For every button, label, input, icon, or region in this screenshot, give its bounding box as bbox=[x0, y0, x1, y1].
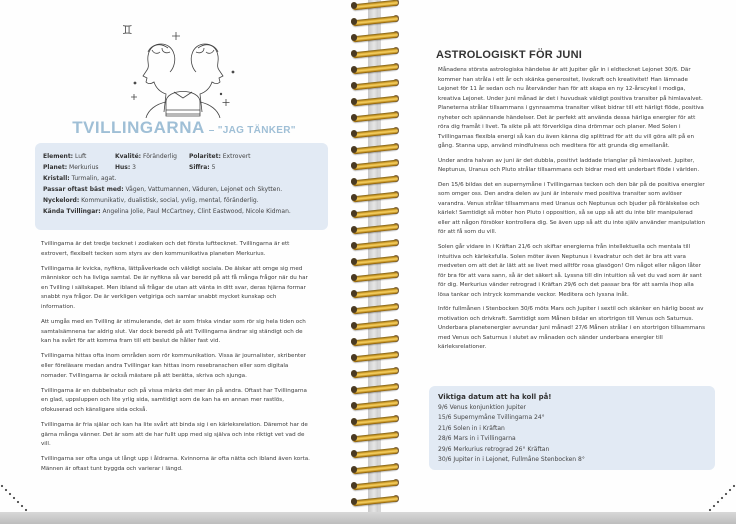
spiral-coil-icon bbox=[352, 162, 400, 170]
keywords-value: Kommunikativ, dualistisk, social, yvlig, mental, föränderlig. bbox=[79, 197, 259, 204]
spiral-coil-icon bbox=[352, 354, 400, 362]
spiral-coil-icon bbox=[352, 274, 400, 282]
date-item: 15/6 Supernymåne Tvillingarna 24° bbox=[438, 414, 545, 422]
sign-name: TVILLINGARNA bbox=[72, 118, 205, 137]
paragraph: Tvillingarna ser ofta unga ut långt upp i åldrarna. Kvinnorna är ofta nätta och ibland även korta. Männen är oftast tunt byggda och varierar i längd. bbox=[41, 456, 310, 472]
polarity-label: Polaritet: bbox=[189, 153, 221, 160]
facts-row bbox=[43, 173, 320, 184]
spiral-coil-icon bbox=[352, 466, 400, 474]
paragraph: Att umgås med en Tvilling är stimulerande, det är som friska vindar som rör sig hela tiden och samtalsämnena tar aldrig slut. Var dock beredd på att Tvillingarna ändrar sig ständigt och de kan ha svårt för att komma fram till ett beslut de håller fast vid. bbox=[41, 319, 306, 345]
paragraph: Under andra halvan av juni är det dubbla, positivt laddade trianglar på himlavalvet. Jupiter, Neptunus, Uranus och Pluto strålar tillsammans och bidrar med ett underbart flöde i världen. bbox=[438, 157, 700, 174]
spiral-coil-icon bbox=[352, 18, 400, 26]
sign-title bbox=[0, 118, 368, 138]
house-value: 3 bbox=[130, 164, 136, 171]
month-forecast bbox=[438, 66, 706, 358]
spiral-coil-icon bbox=[352, 418, 400, 426]
spiral-coil-icon bbox=[352, 498, 400, 506]
facts-row bbox=[43, 162, 320, 173]
spiral-coil-icon bbox=[352, 98, 400, 106]
sign-motto: – "JAG TÄNKER" bbox=[208, 125, 296, 136]
star-icon bbox=[223, 99, 230, 106]
spiral-coil-icon bbox=[352, 338, 400, 346]
spiral-coil-icon bbox=[352, 290, 400, 298]
house-label: Hus: bbox=[115, 164, 131, 171]
spiral-coil-icon bbox=[352, 66, 400, 74]
spiral-coil-icon bbox=[352, 450, 400, 458]
number-label: Siffra: bbox=[189, 164, 210, 171]
date-item: 21/6 Solen in i Kräftan bbox=[438, 424, 505, 432]
paragraph: Solen går vidare in i Kräftan 21/6 och skiftar energierna från intellektuella och mentala till intuitiva och kärleksfulla. Solen möter även Neptunus i kvadratur och det är bra att vara medveten om att det är lätt att se livet med alltför rosa glasögon! Om något eller någon låter för bra för att vara sann, så är det säkert så. Lyssna till din intuition så vet du vad som är sant för dig. Merkurius vänder retrograd i Kräftan 29/6 och det passar bra för att samla ihop alla lösa tankar och intryck kommande veckor. Meditera och lyssna inåt. bbox=[438, 244, 702, 298]
star-icon bbox=[172, 32, 180, 40]
facts-row bbox=[43, 184, 320, 195]
facts-row bbox=[43, 206, 320, 217]
spiral-coil-icon bbox=[352, 2, 400, 10]
crystal-label: Kristall: bbox=[43, 175, 70, 182]
famous-value: Angelina Jolie, Paul McCartney, Clint Eastwood, Nicole Kidman. bbox=[100, 208, 291, 215]
quality-label: Kvalité: bbox=[115, 153, 142, 160]
paragraph: Den 15/6 bildas det en supernymåne i Tvillingarnas tecken och den bär på de positiva energier som omger oss. Den andra delen av juni är intensiv med positiva transiter som avlöser varandra. Venus strålar tillsammans med Uranus och Neptunus och bjuder på förälskelse och kärlek! Samtidigt så möter hon Pluto i opposition, så se upp så att du inte blir manipulerad eller att någon försöker kontrollera dig. Se även upp så att du inte själv använder manipulation för att få som du vill. bbox=[438, 181, 706, 236]
important-dates-box bbox=[429, 386, 715, 470]
keywords-label: Nyckelord: bbox=[43, 197, 80, 204]
match-label: Passar oftast bäst med: bbox=[43, 186, 124, 193]
spiral-coil-icon bbox=[352, 178, 400, 186]
spiral-coil-icon bbox=[352, 306, 400, 314]
spiral-coil-icon bbox=[352, 370, 400, 378]
crystal-value: Turmalin, agat. bbox=[69, 175, 117, 182]
number-value: 5 bbox=[209, 164, 216, 171]
match-value: Vågen, Vattumannen, Väduren, Lejonet och Skytten. bbox=[123, 186, 283, 193]
date-item: 29/6 Merkurius retrograd 26° Kräftan bbox=[438, 445, 550, 453]
paragraph: Tvillingarna är det tredje tecknet i zodiaken och det första lufttecknet. Tvillingarna är ett extrovert, flexibelt tecken som styrs av den kommunikativa planeten Merkurius. bbox=[41, 241, 290, 257]
month-heading: ASTROLOGISKT FÖR JUNI bbox=[436, 49, 582, 61]
sign-description bbox=[41, 240, 311, 480]
spiral-coil-icon bbox=[352, 322, 400, 330]
spiral-coil-icon bbox=[352, 226, 400, 234]
date-item: 9/6 Venus konjunktion Jupiter bbox=[438, 404, 526, 411]
planet-label: Planet: bbox=[43, 164, 68, 171]
spiral-coil-icon bbox=[352, 210, 400, 218]
sign-facts-box bbox=[35, 143, 328, 230]
polarity-value: Extrovert bbox=[220, 153, 251, 160]
facts-row bbox=[43, 151, 320, 162]
paragraph: Inför fullmånen i Stenbocken 30/6 möts Mars och Jupiter i sextil och skänker en härlig boost av motivation och drivkraft. Samtidigt som Månen bildar en stortrigon till Venus och Saturnus. Underbara planetenergier avrundar juni månad! 27/6 Månen strålar i en stortrigon tillsammans med Venus och Saturnus i slutet av månaden och sänder underbara energier till kärleksrelationer. bbox=[438, 306, 706, 351]
paragraph: Tvillingarna hittas ofta inom områden som rör kommunikation. Vissa är journalister, skribenter eller föreläsare medan andra Tvillingar kan hittas inom resebranschen eller som digitala nomader. Tvillingarna är också mästare på att berätta, skriva och sjunga. bbox=[41, 353, 306, 379]
planet-value: Merkurius bbox=[67, 164, 99, 171]
spiral-coil-icon bbox=[352, 482, 400, 490]
page-bottom-edge bbox=[0, 512, 736, 524]
star-icon bbox=[131, 94, 137, 100]
quality-value: Föränderlig bbox=[141, 153, 177, 160]
famous-label: Kända Tvillingar: bbox=[43, 208, 101, 215]
spiral-coil-icon bbox=[352, 194, 400, 202]
spiral-coil-icon bbox=[352, 242, 400, 250]
spiral-coil-icon bbox=[352, 50, 400, 58]
spiral-coil-icon bbox=[352, 34, 400, 42]
element-value: Luft bbox=[73, 153, 87, 160]
spiral-coil-icon bbox=[352, 146, 400, 154]
paragraph: Tvillingarna är kvicka, nyfikna, lättpåverkade och väldigt sociala. De älskar att omge sig med människor och ha livliga samtal. De är nyfikna så var beredd på att få många frågor när du har en Tvilling i sällskapet. Men ibland så frågar de utan att vänta in ditt svar, deras hjärna formar snabbt nya frågor. De är verkligen vetgiriga och samlar snabbt mycket kunskap och information. bbox=[41, 265, 308, 311]
important-dates-title: Viktiga datum att ha koll på! bbox=[438, 393, 552, 401]
facts-row bbox=[43, 195, 320, 206]
date-item: 30/6 Jupiter in i Lejonet, Fullmåne Stenbocken 8° bbox=[438, 456, 585, 464]
date-item: 28/6 Mars in i Tvillingarna bbox=[438, 435, 516, 443]
paragraph: Månadens största astrologiska händelse är att Jupiter går in i eldtecknet Lejonet 30/6. Där kommer han stråla i ett år och skänka generositet, livskraft och kreativitet! Han lämnade Lejonet för 11 år sedan och nu återvänder han för att skapa en ny 12-årscykel i modiga, kreativa Lejonet. Under juni månad är det i huvudsak väldigt positiva transiter på himlavalvet. Planeterna strålar tillsammans i gynnsamma transiter vilket bidrar till ett härligt flöde, positiva nyheter och spännande händelser. Det är perfekt att använda dessa härliga energier för att röra dig framåt i livet. Ta sikte på att förverkliga dina drömmar och planer. Med Solen i Tvillingarnas flexibla energi så kan du även känna dig splittrad för att du vill göra allt på en gång. Stanna upp, använd mindfulness och meditera för att grunda dig emellanåt. bbox=[438, 67, 704, 149]
spiral-coil-icon bbox=[352, 82, 400, 90]
spiral-coil-icon bbox=[352, 386, 400, 394]
gemini-twins-illustration-icon bbox=[118, 12, 248, 118]
spiral-coil-icon bbox=[352, 434, 400, 442]
paragraph: Tvillingarna är en dubbelnatur och på vissa märks det mer än på andra. Oftast har Tvillingarna en glad, uppsluppen och lite yrlig sida, samtidigt som de kan ha en annan mer rastlös, ofokuserad och känsligare sida också. bbox=[41, 387, 307, 413]
paragraph: Tvillingarna är fria själar och kan ha lite svårt att binda sig i en kärleksrelation. Däremot har de gärna många vänner. Det är som att de har fullt upp med sig själva och inte riktigt vet vad de vill. bbox=[41, 422, 308, 448]
spiral-coil-icon bbox=[352, 402, 400, 410]
spiral-coil-icon bbox=[352, 258, 400, 266]
gemini-symbol-icon: ♊ bbox=[122, 23, 133, 37]
element-label: Element: bbox=[43, 153, 74, 160]
